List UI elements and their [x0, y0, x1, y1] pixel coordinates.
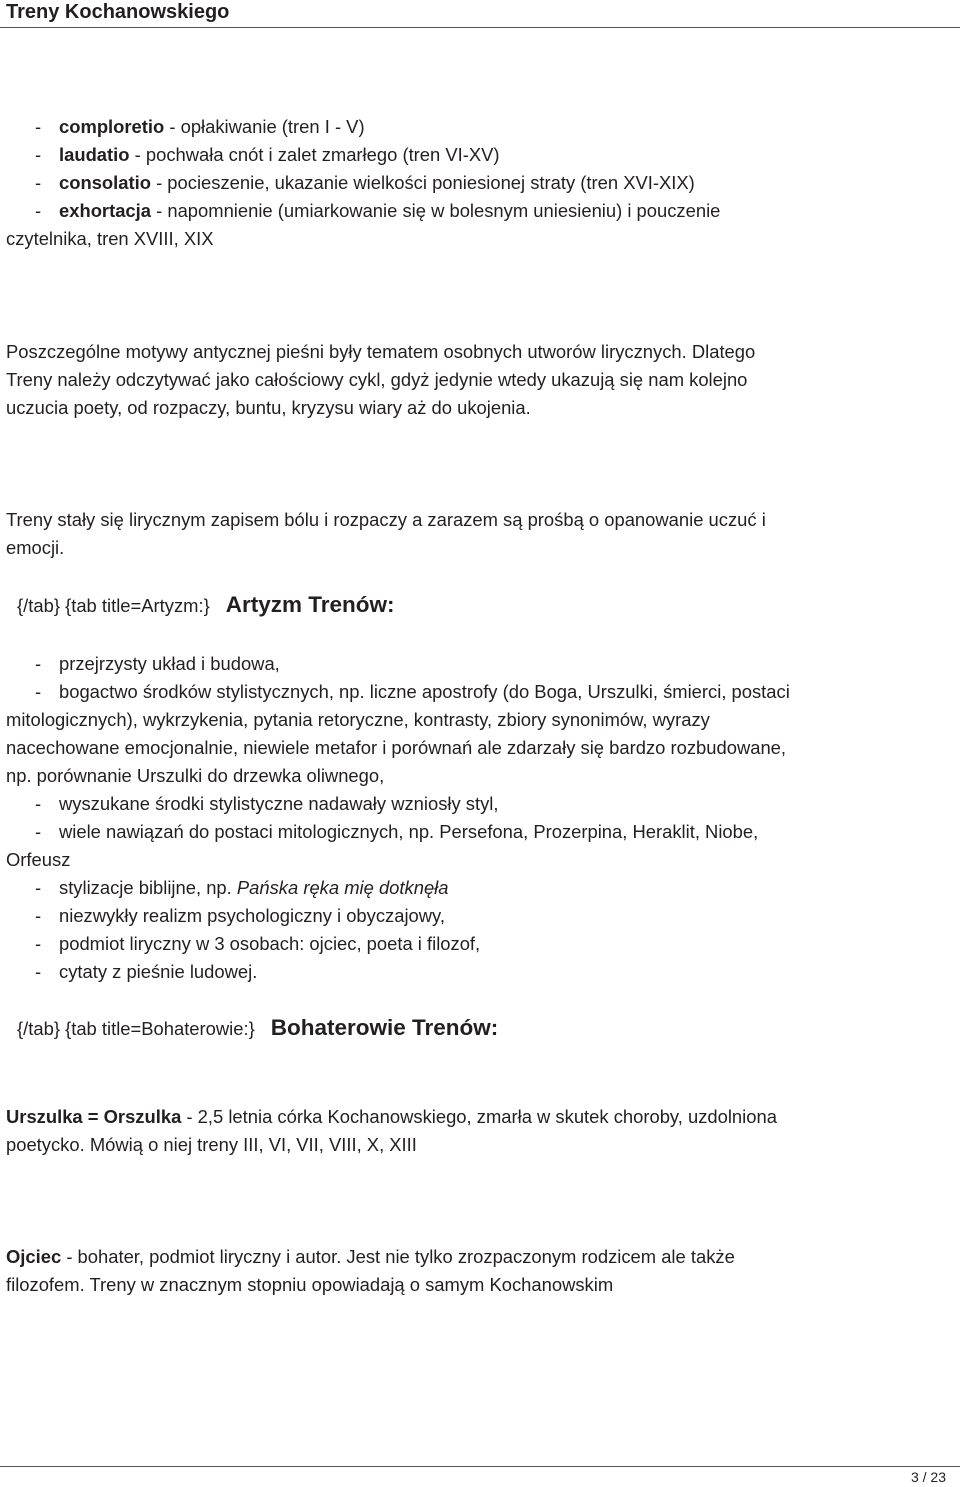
page-header — [0, 0, 960, 27]
character-ojciec: Ojciec - bohater, podmiot liryczny i autor. Jest nie tylko zrozpaczonym rodzicem ale także filozofem. Treny w znacznym stopniu opowiadają o samym Kochanowskim — [6, 1246, 735, 1295]
character-urszulka: Urszulka = Orszulka - 2,5 letnia córka Kochanowskiego, zmarła w skutek choroby, uzdolniona poetycko. Mówią o niej treny III, VI, VII, VIII, X, XIII — [6, 1106, 777, 1155]
term: consolatio — [59, 172, 151, 193]
tab-code: {/tab} {tab title=Artyzm:} — [17, 595, 210, 616]
list-item: - podmiot liryczny w 3 osobach: ojciec, poeta i filozof, — [35, 933, 481, 954]
term: Urszulka = Orszulka — [6, 1106, 182, 1127]
document-title: Treny Kochanowskiego — [6, 1, 230, 23]
list-item: - wyszukane środki stylistyczne nadawały wzniosły styl, — [35, 793, 499, 814]
list-item: - stylizacje biblijne, np. Pańska ręka mię dotknęła — [35, 877, 449, 898]
list-item: - wiele nawiązań do postaci mitologicznych, np. Persefona, Prozerpina, Heraklit, Niobe, — [35, 821, 759, 842]
list-item: - bogactwo środków stylistycznych, np. liczne apostrofy (do Boga, Urszulki, śmierci, postaci — [35, 681, 790, 702]
tab-bohaterowie-line — [17, 1015, 498, 1041]
list-continuation: czytelnika, tren XVIII, XIX — [6, 228, 214, 249]
list-item: - consolatio - pocieszenie, ukazanie wielkości poniesionej straty (tren XVI-XIX) — [35, 172, 695, 193]
term: Ojciec — [6, 1246, 62, 1267]
list-item: - przejrzysty układ i budowa, — [35, 653, 280, 674]
term: comploretio — [59, 116, 165, 137]
section-heading-artyzm: Artyzm Trenów: — [225, 592, 395, 617]
list-item: - cytaty z pieśnie ludowej. — [35, 961, 258, 982]
footer-rule — [0, 1466, 960, 1467]
artyzm-list: - przejrzysty układ i budowa, - bogactwo środków stylistycznych, np. liczne apostrofy (do Boga, Urszulki, śmierci, postaci mitologicznych), wykrzykenia, pytania retoryczne, kontrasty, zbiory synonimów, wyrazy nacechowane emocjonalnie, niewiele metafor i porównań ale zdarzały się bardzo rozbudowane, np. porównanie Urszulki do drzewka oliwnego, - wyszukane środki stylistyczne nadawały wzniosły styl, - wiele nawiązań do postaci mitologicznych, np. Persefona, Prozerpina, Heraklit, Niobe, Orfeusz - stylizacje biblijne, np. Pańska ręka mię dotknęła - niezwykły realizm psychologiczny i obyczajowy, - podmiot liryczny w 3 osobach: ojciec, poeta i filozof, - cytaty z pieśnie ludowej. — [6, 650, 956, 986]
paragraph-record: Treny stały się lirycznym zapisem bólu i rozpaczy a zarazem są prośbą o opanowanie uczuć i emocji. — [6, 509, 766, 558]
list-item: - niezwykły realizm psychologiczny i obyczajowy, — [35, 905, 445, 926]
paragraph-motifs: Poszczególne motywy antycznej pieśni były tematem osobnych utworów lirycznych. Dlatego Treny należy odczytywać jako całościowy cykl, gdyż jedynie wtedy ukazują się nam kolejno uczucia poety, od rozpaczy, buntu, kryzysu wiary aż do ukojenia. — [6, 341, 756, 418]
term: exhortacja — [59, 200, 151, 221]
list-item: - laudatio - pochwała cnót i zalet zmarłego (tren VI-XV) — [35, 144, 500, 165]
page-number: 3 / 23 — [910, 1469, 946, 1485]
tab-code: {/tab} {tab title=Bohaterowie:} — [17, 1018, 255, 1039]
section-heading-bohaterowie: Bohaterowie Trenów: — [270, 1015, 499, 1040]
tab-artyzm-line — [17, 592, 395, 618]
header-rule — [0, 27, 960, 28]
list-item: - exhortacja - napomnienie (umiarkowanie się w bolesnym uniesieniu) i pouczenie — [35, 200, 721, 221]
composition-list — [6, 113, 956, 253]
term: laudatio — [59, 144, 130, 165]
biblical-quote: Pańska ręka mię dotknęła — [236, 877, 449, 898]
list-item: - comploretio - opłakiwanie (tren I - V) — [35, 116, 365, 137]
